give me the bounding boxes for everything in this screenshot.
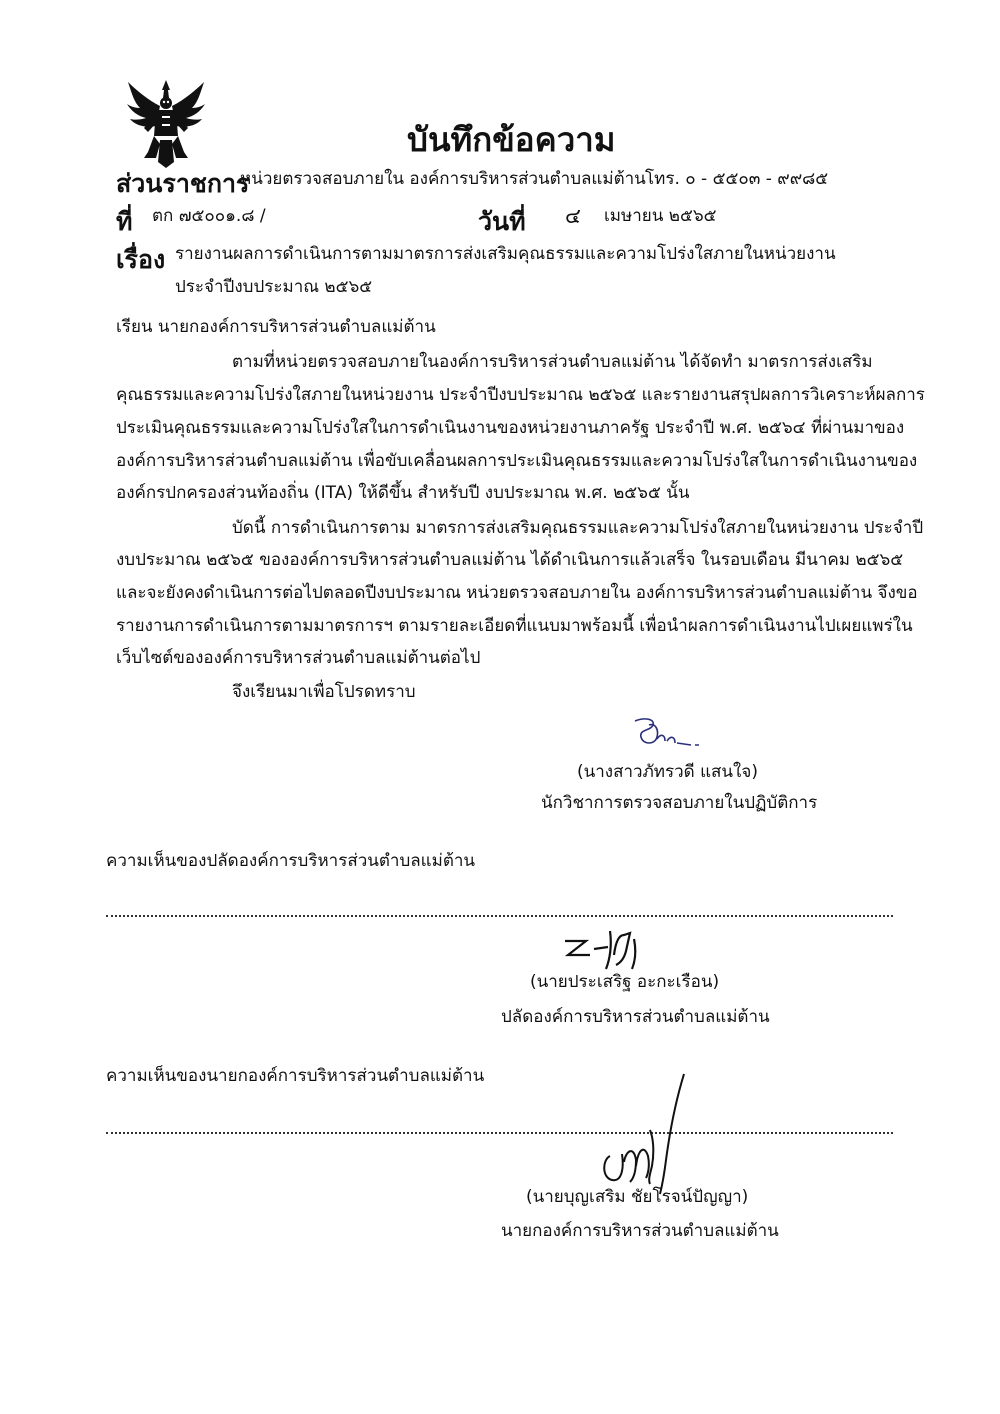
para1-line: ประเมินคุณธรรมและความโปร่งใสในการดำเนินงานของหน่วยงานภาครัฐ ประจำปี พ.ศ. ๒๕๖๔ ที่ผ่านมาของ — [116, 418, 905, 438]
date-label: วันที่ — [478, 207, 526, 236]
para2-line: งบประมาณ ๒๕๖๕ ขององค์การบริหารส่วนตำบลแม่ต้าน ได้ดำเนินการแล้วเสร็จ ในรอบเดือน มีนาคม ๒๕๖๕ — [116, 550, 904, 570]
subject-line-2: ประจำปีงบประมาณ ๒๕๖๕ — [175, 277, 373, 297]
para2-line: เว็บไซต์ขององค์การบริหารส่วนตำบลแม่ต้านต่อไป — [116, 648, 481, 668]
comment2-position: นายกองค์การบริหารส่วนตำบลแม่ต้าน — [501, 1221, 779, 1241]
comment1-dotted-line — [106, 915, 893, 917]
date-day: ๔ — [565, 204, 581, 228]
para1-line: ตามที่หน่วยตรวจสอบภายในองค์การบริหารส่วนตำบลแม่ต้าน ได้จัดทำ มาตรการส่งเสริม — [232, 352, 873, 372]
closing-text: จึงเรียนมาเพื่อโปรดทราบ — [232, 682, 416, 702]
para1-line: องค์กรปกครองส่วนท้องถิ่น (ITA) ให้ดีขึ้น สำหรับปี งบประมาณ พ.ศ. ๒๕๖๕ นั้น — [116, 483, 690, 503]
signature-1 — [625, 715, 715, 755]
signer1-position: นักวิชาการตรวจสอบภายในปฏิบัติการ — [541, 793, 818, 813]
garuda-emblem — [126, 78, 206, 170]
subject-label: เรื่อง — [116, 245, 166, 274]
ref-label: ที่ — [116, 207, 133, 236]
comment1-name: (นายประเสริฐ อะกะเรือน) — [530, 972, 720, 992]
comment2-name: (นายบุญเสริม ชัยโรจน์ปัญญา) — [526, 1187, 749, 1207]
agency-label: ส่วนราชการ — [116, 169, 250, 198]
comment2-dotted-line — [106, 1132, 893, 1134]
ref-value: ตก ๗๕๐๐๑.๘ / — [152, 206, 266, 226]
agency-value: หน่วยตรวจสอบภายใน องค์การบริหารส่วนตำบลแม่ต้าน — [240, 169, 646, 189]
subject-line-1: รายงานผลการดำเนินการตามมาตรการส่งเสริมคุณธรรมและความโปร่งใสภายในหน่วยงาน — [175, 244, 836, 264]
date-rest: เมษายน ๒๕๖๕ — [604, 206, 717, 226]
para2-line: บัดนี้ การดำเนินการตาม มาตรการส่งเสริมคุณธรรมและความโปร่งใสภายในหน่วยงาน ประจำปี — [232, 518, 924, 538]
comment1-label: ความเห็นของปลัดองค์การบริหารส่วนตำบลแม่ต้าน — [106, 851, 476, 871]
signature-2 — [560, 925, 670, 975]
para2-line: รายงานการดำเนินการตามมาตรการฯ ตามรายละเอียดที่แนบมาพร้อมนี้ เพื่อนำผลการดำเนินงานไปเผยแพร่ใน — [116, 616, 913, 636]
salutation: เรียน นายกองค์การบริหารส่วนตำบลแม่ต้าน — [116, 317, 436, 337]
para1-line: คุณธรรมและความโปร่งใสภายในหน่วยงาน ประจำปีงบประมาณ ๒๕๖๕ และรายงานสรุปผลการวิเคราะห์ผลการ — [116, 385, 925, 405]
signature-3 — [596, 1070, 696, 1200]
comment1-position: ปลัดองค์การบริหารส่วนตำบลแม่ต้าน — [501, 1007, 770, 1027]
memo-title: บันทึกข้อความ — [407, 120, 616, 159]
phone-value: โทร. ๐ - ๕๕๐๓ - ๙๙๘๕ — [645, 169, 829, 189]
para1-line: องค์การบริหารส่วนตำบลแม่ต้าน เพื่อขับเคลื่อนผลการประเมินคุณธรรมและความโปร่งใสในการดำเนินงานของ — [116, 451, 918, 471]
para2-line: และจะยังคงดำเนินการต่อไปตลอดปีงบประมาณ หน่วยตรวจสอบภายใน องค์การบริหารส่วนตำบลแม่ต้าน จึงขอ — [116, 583, 918, 603]
comment2-label: ความเห็นของนายกองค์การบริหารส่วนตำบลแม่ต้าน — [106, 1066, 485, 1086]
signer1-name: (นางสาวภัทรวดี แสนใจ) — [577, 762, 758, 782]
